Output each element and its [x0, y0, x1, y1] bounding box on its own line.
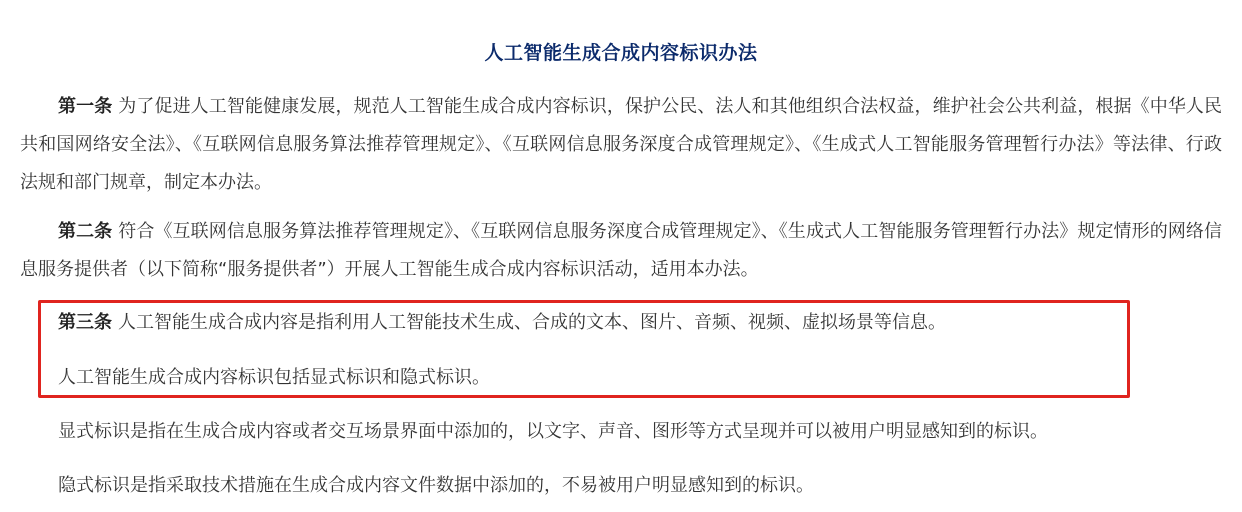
article-1-label: 第一条: [58, 96, 113, 117]
article-2: [20, 213, 1222, 289]
paragraph-explicit-identification: 显式标识是指在生成合成内容或者交互场景界面中添加的，以文字、声音、图形等方式呈现并可以被用户明显感知到的标识。: [58, 421, 1048, 442]
article-1: [20, 88, 1222, 202]
article-2-text: 符合《互联网信息服务算法推荐管理规定》、《互联网信息服务深度合成管理规定》、《生成式人工智能服务管理暂行办法》规定情形的网络信息服务提供者（以下简称“服务提供者”）开展人工智能生成合成内容标识活动，适用本办法。: [20, 221, 1222, 280]
article-2-label: 第二条: [58, 221, 113, 242]
article-3-label: 第三条: [58, 312, 112, 333]
article-1-text: 为了促进人工智能健康发展，规范人工智能生成合成内容标识，保护公民、法人和其他组织合法权益，维护社会公共利益，根据《中华人民共和国网络安全法》、《互联网信息服务算法推荐管理规定》、《互联网信息服务深度合成管理规定》、《生成式人工智能服务管理暂行办法》等法律、行政法规和部门规章，制定本办法。: [20, 96, 1223, 193]
document-title: 人工智能生成合成内容标识办法: [484, 42, 758, 64]
paragraph-implicit-identification: 隐式标识是指采取技术措施在生成合成内容文件数据中添加的，不易被用户明显感知到的标识。: [58, 475, 814, 496]
article-3-text: 人工智能生成合成内容是指利用人工智能技术生成、合成的文本、图片、音频、视频、虚拟场景等信息。: [118, 312, 946, 333]
article-3: [20, 304, 1222, 342]
paragraph-identification-types: 人工智能生成合成内容标识包括显式标识和隐式标识。: [58, 367, 490, 388]
